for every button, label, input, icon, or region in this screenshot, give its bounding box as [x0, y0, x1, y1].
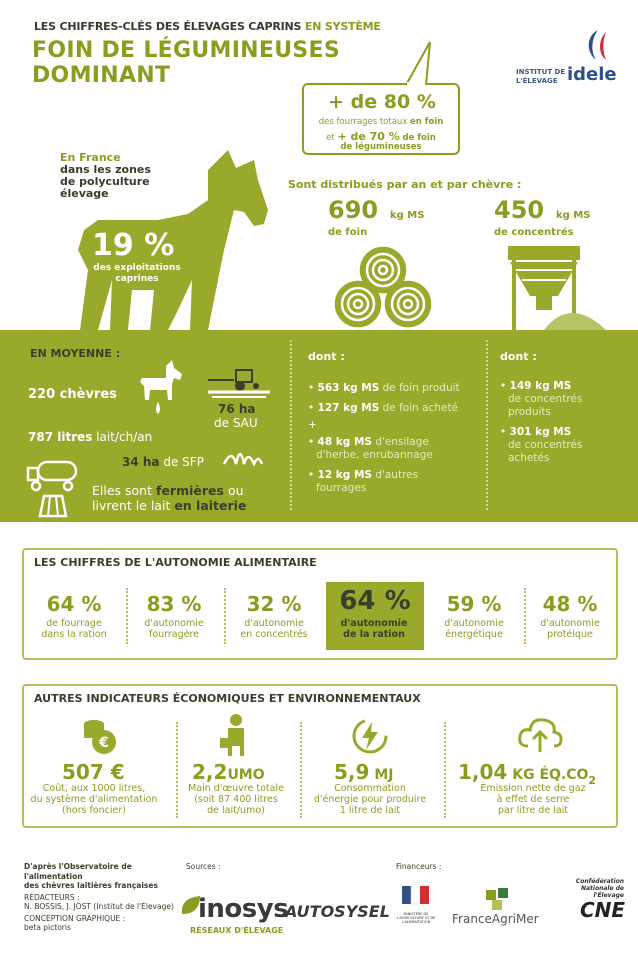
item-rest-2: d'herbe, enrubannage: [316, 449, 433, 461]
chevres-count: 220 chèvres: [28, 387, 117, 402]
label-line: Coût, aux 1000 litres,: [42, 783, 146, 794]
ferm-bold: fermières: [156, 483, 224, 498]
sau-label: de SAU: [214, 416, 258, 430]
autonomie-value: 64 %: [46, 592, 102, 616]
france-line-1: En France: [60, 151, 121, 164]
sources-label: Sources :: [186, 862, 221, 871]
label-line: du système d'alimentation: [30, 794, 158, 805]
autonomie-label: [122, 618, 226, 640]
indicateur-value: [192, 760, 265, 784]
item-bold: 48 kg MS: [317, 436, 372, 448]
idele-logo-icon: [576, 26, 616, 66]
ferm-post: ou: [227, 483, 244, 498]
foin-value: 690: [328, 196, 379, 224]
autonomie-label: [222, 618, 326, 640]
grass-icon: [222, 444, 264, 466]
redacteurs: N. BOSSIS, J. JOST (Institut de l'Élevage): [24, 902, 174, 911]
conc-unit: kg MS: [556, 210, 591, 221]
livr-pre: livrent le lait: [92, 498, 171, 513]
ministere-logo: MINISTÈRE DE L'AGRICULTURE ET DE L'ALIMENTATION: [396, 912, 436, 924]
svg-text:€: €: [99, 735, 109, 751]
item-rest: de foin produit: [382, 382, 460, 394]
autonomie-label: [518, 618, 622, 640]
autonomie-title: LES CHIFFRES DE L'AUTONOMIE ALIMENTAIRE: [34, 556, 323, 569]
fermieres-line: [92, 483, 244, 498]
indicateur-value: [334, 760, 393, 784]
bubble-main-value: + de 80 %: [328, 91, 436, 113]
item-rest-2: achetés: [508, 452, 550, 464]
label-line: Main d'œuvre totale: [188, 783, 284, 794]
label-line: 1 litre de lait: [339, 805, 401, 816]
bubble-line-3: de légumineuses: [340, 142, 422, 152]
lait-rest: lait/ch/an: [96, 430, 153, 444]
value-unit-sub: 2: [588, 774, 597, 787]
item-rest: de foin acheté: [382, 402, 459, 414]
source-line-2: des chèvres laitières françaises: [24, 881, 158, 890]
label-line: (soit 87 400 litres: [194, 794, 278, 805]
logo-line-2: L'ÉLEVAGE: [516, 77, 558, 85]
item-rest: d'autres: [375, 469, 419, 481]
tractor-field-icon: [206, 364, 272, 398]
label-line: énergétique: [445, 629, 503, 640]
list-item: • 301 kg MS: [500, 426, 572, 438]
bubble-line-2-post: de foin: [402, 133, 436, 143]
autonomie-value: 59 %: [446, 592, 502, 616]
label-line: fourragère: [148, 629, 200, 640]
logo-institut: [516, 68, 565, 86]
livrent-line: [92, 498, 246, 513]
item-bold: 563 kg MS: [317, 382, 380, 394]
sfp-bold: 34 ha: [122, 455, 160, 469]
french-flag-icon: [402, 886, 430, 908]
autonomie-value-highlight: 64 %: [339, 586, 411, 616]
dont-conc-list: [500, 380, 630, 465]
cloud-upload-icon: [516, 712, 566, 756]
label-line: d'autonomie: [540, 618, 600, 629]
label-line: protéique: [547, 629, 593, 640]
livr-bold: en laiterie: [174, 498, 247, 513]
label-line: Consommation: [334, 783, 406, 794]
value-number: 1,04: [458, 760, 508, 784]
hay-bales-icon: [328, 246, 438, 328]
indicateur-label: [300, 783, 440, 816]
dont-foin-list: [308, 382, 488, 495]
label-line: de lait/umo): [207, 805, 265, 816]
france-text: [60, 152, 151, 200]
list-item: • 149 kg MS: [500, 380, 572, 392]
redacteurs-label: RÉDACTEURS :: [24, 892, 80, 902]
franceagrimer-logo: FranceAgriMer: [452, 912, 539, 926]
cne-logo: CNE: [580, 898, 626, 922]
bubble-line-2-bold: + de 70 %: [337, 130, 400, 143]
source-line-1: D'après l'Observatoire de l'alimentation: [24, 862, 132, 881]
item-bold: 149 kg MS: [509, 380, 572, 392]
lait-bold: 787 litres: [28, 430, 93, 444]
sfp-text: [122, 455, 204, 469]
conception-label: CONCEPTION GRAPHIQUE :: [24, 913, 126, 923]
indicateur-label: [24, 783, 164, 816]
lait-text: [28, 430, 152, 444]
france-pct-label-2: caprines: [115, 274, 159, 284]
list-item: • 48 kg MS d'ensilage: [308, 436, 429, 448]
label-line: à effet de serre: [496, 794, 570, 805]
item-rest-2: fourrages: [316, 482, 367, 494]
distribution-title: Sont distribués par an et par chèvre :: [288, 178, 522, 191]
label-line: dans la ration: [41, 629, 107, 640]
france-line-4: élevage: [60, 187, 109, 200]
label-line: d'autonomie: [340, 618, 408, 629]
autonomie-label: [22, 618, 126, 640]
goat-icon: [136, 360, 184, 416]
bubble-line-1-pre: des fourrages totaux: [318, 117, 408, 127]
subtitle-text: LES CHIFFRES-CLÉS DES ÉLEVAGES CAPRINS: [34, 20, 302, 33]
conc-label: de concentrés: [494, 227, 574, 238]
plus-sign: +: [308, 419, 317, 431]
page-title: [32, 38, 340, 88]
indicateur-label: [458, 783, 608, 816]
value-number: 2,2: [192, 760, 228, 784]
label-line: (hors foncier): [62, 805, 126, 816]
logo-brand: idele: [567, 64, 617, 85]
footer-credits: [24, 862, 174, 933]
worker-icon: [216, 712, 256, 756]
inosys-logo: inosys: [198, 894, 289, 924]
autonomie-value: 83 %: [146, 592, 202, 616]
autonomie-label-highlight: [322, 618, 426, 640]
autosysel-logo: AUTOSYSEL: [285, 902, 390, 921]
list-item: • 127 kg MS de foin acheté: [308, 402, 459, 414]
label-line: en concentrés: [240, 629, 308, 640]
item-rest: de concentrés: [508, 439, 583, 451]
dont-conc-title: dont :: [500, 350, 537, 363]
coins-euro-icon: [80, 716, 120, 756]
item-rest-2: produits: [508, 406, 551, 418]
band-divider: [290, 340, 292, 510]
moyenne-title: EN MOYENNE :: [30, 347, 121, 360]
label-line: de la ration: [343, 629, 405, 640]
france-pct-label: [82, 263, 192, 285]
foin-label: de foin: [328, 227, 368, 238]
title-line-2: DOMINANT: [32, 63, 171, 88]
conception: beta pictoris: [24, 923, 71, 932]
ferm-pre: Elles sont: [92, 483, 153, 498]
value-unit: KG ÉQ.CO: [512, 767, 589, 783]
bubble-line-1: [302, 117, 460, 127]
value-unit: MJ: [374, 767, 394, 783]
milk-truck-icon: [26, 458, 86, 492]
subtitle: [34, 20, 381, 33]
subtitle-accent: EN SYSTÈME: [304, 20, 381, 33]
cne-subtitle: Confédération Nationale de l'Élevage: [575, 878, 624, 899]
list-item: • 12 kg MS d'autres: [308, 469, 419, 481]
bubble-line-2-pre: et: [326, 133, 335, 143]
item-bold: 301 kg MS: [509, 426, 572, 438]
indicateurs-title: AUTRES INDICATEURS ÉCONOMIQUES ET ENVIRONNEMENTAUX: [34, 692, 427, 705]
france-pct-label-1: des exploitations: [93, 263, 181, 273]
indicateur-value: 507 €: [62, 760, 125, 784]
autonomie-value: 48 %: [542, 592, 598, 616]
item-bold: 12 kg MS: [317, 469, 372, 481]
label-line: d'autonomie: [144, 618, 204, 629]
item-rest: de concentrés: [508, 393, 583, 405]
item-rest: d'ensilage: [375, 436, 429, 448]
label-line: par litre de lait: [497, 805, 569, 816]
sfp-rest: de SFP: [163, 455, 204, 469]
france-line-3: de polyculture: [60, 175, 150, 188]
franceagrimer-icon: [484, 886, 514, 912]
france-line-2: dans les zones: [60, 163, 151, 176]
value-number: 5,9: [334, 760, 370, 784]
france-pct: 19 %: [92, 228, 175, 263]
value-unit: UMO: [227, 767, 265, 783]
list-item: • 563 kg MS de foin produit: [308, 382, 460, 394]
foin-unit: kg MS: [390, 210, 425, 221]
indicateur-label: [176, 783, 296, 816]
dont-foin-title: dont :: [308, 350, 345, 363]
label-line: d'autonomie: [244, 618, 304, 629]
reseaux-logo: RÉSEAUX D'ÉLEVAGE: [190, 926, 284, 935]
conc-value: 450: [494, 196, 545, 224]
bubble-tail-icon: [400, 40, 440, 86]
item-bold: 127 kg MS: [317, 402, 380, 414]
bubble-line-1-bold: en foin: [410, 117, 444, 127]
cheese-icon: [38, 494, 68, 518]
label-line: d'autonomie: [444, 618, 504, 629]
silo-icon: [500, 240, 610, 330]
autonomie-label: [422, 618, 526, 640]
label-line: Émission nette de gaz: [480, 783, 586, 794]
title-line-1: FOIN DE LÉGUMINEUSES: [32, 38, 341, 63]
label-line: d'énergie pour produire: [313, 794, 427, 805]
autonomie-value: 32 %: [246, 592, 302, 616]
financeurs-label: Financeurs :: [396, 862, 442, 871]
sau-value: 76 ha: [218, 402, 256, 416]
indicateur-separator: [444, 722, 446, 818]
logo-line-1: INSTITUT DE: [516, 68, 566, 76]
energy-bolt-icon: [350, 716, 390, 756]
label-line: de fourrage: [46, 618, 102, 629]
